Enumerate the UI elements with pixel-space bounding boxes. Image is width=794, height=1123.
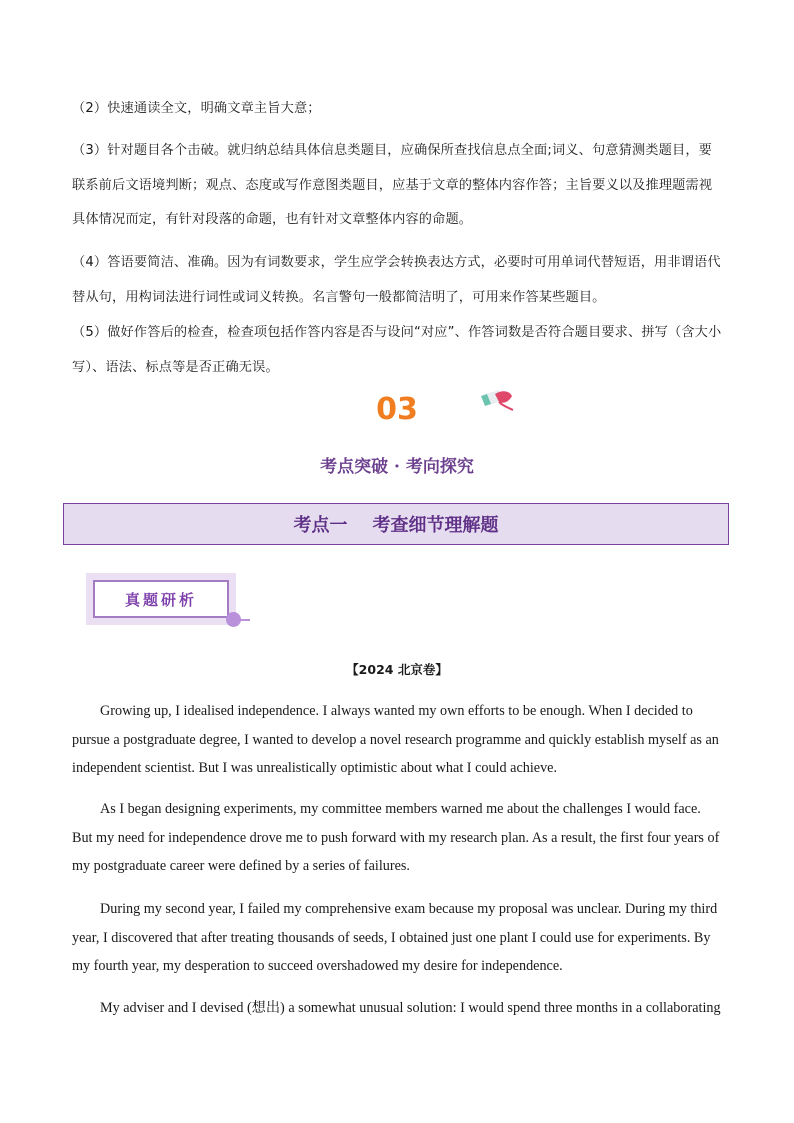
step-5-text: （5）做好作答后的检查，检查项包括作答内容是否与设问“对应”、作答词数是否符合题目要求、拼写（含大小写）、语法、标点等是否正确无误。 <box>72 325 722 375</box>
decorative-flag-icon <box>479 388 515 414</box>
passage-paragraph-4: My adviser and I devised (想出) a somewhat unusual solution: I would spend three months in a collaborating <box>100 1000 721 1016</box>
badge-label: 真题研析 <box>124 590 197 609</box>
section-number: 03 <box>376 392 418 427</box>
exam-analysis-badge <box>86 573 246 633</box>
exam-source: 【2024 北京卷】 <box>346 662 448 677</box>
step-3-text: （3）针对题目各个击破。就归纳总结具体信息类题目，应确保所查找信息点全面;词义、句意猜测类题目，要联系前后文语境判断；观点、态度或写作意图类题目，应基于文章的整体内容作答；主旨要义以及推理题需视具体情况而定，有针对段落的命题，也有针对文章整体内容的命题。 <box>72 143 713 227</box>
section-title: 考点突破 · 考向探究 <box>320 457 474 477</box>
topic-banner-text: 考点一 考查细节理解题 <box>293 515 499 536</box>
step-2-text: （2）快速通读全文，明确文章主旨大意； <box>72 101 321 116</box>
passage-paragraph-2: As I began designing experiments, my committee members warned me about the challenges I would face. But my need for independence drove me to push forward with my research plan. As a result, the first four years of my postgraduate career were defined by a series of failures. <box>72 801 720 875</box>
step-4-text: （4）答语要简洁、准确。因为有词数要求，学生应学会转换表达方式，必要时可用单词代替短语，用非谓语代替从句，用构词法进行词性或词义转换。名言警句一般都简洁明了，可用来作答某些题目。 <box>72 255 721 305</box>
passage-paragraph-3: During my second year, I failed my comprehensive exam because my proposal was unclear. During my third year, I discovered that after treating thousands of seeds, I obtained just one plant I could use for experiments. By my fourth year, my desperation to succeed overshadowed my desire for independence. <box>72 901 718 975</box>
passage-paragraph-1: Growing up, I idealised independence. I always wanted my own efforts to be enough. When I decided to pursue a postgraduate degree, I wanted to develop a novel research programme and quickly establish myself as an independent scientist. But I was unrealistically optimistic about what I could achieve. <box>72 703 719 777</box>
badge-dot-ornament <box>226 612 241 627</box>
badge-inner-frame <box>93 580 229 618</box>
topic-banner <box>63 503 729 545</box>
